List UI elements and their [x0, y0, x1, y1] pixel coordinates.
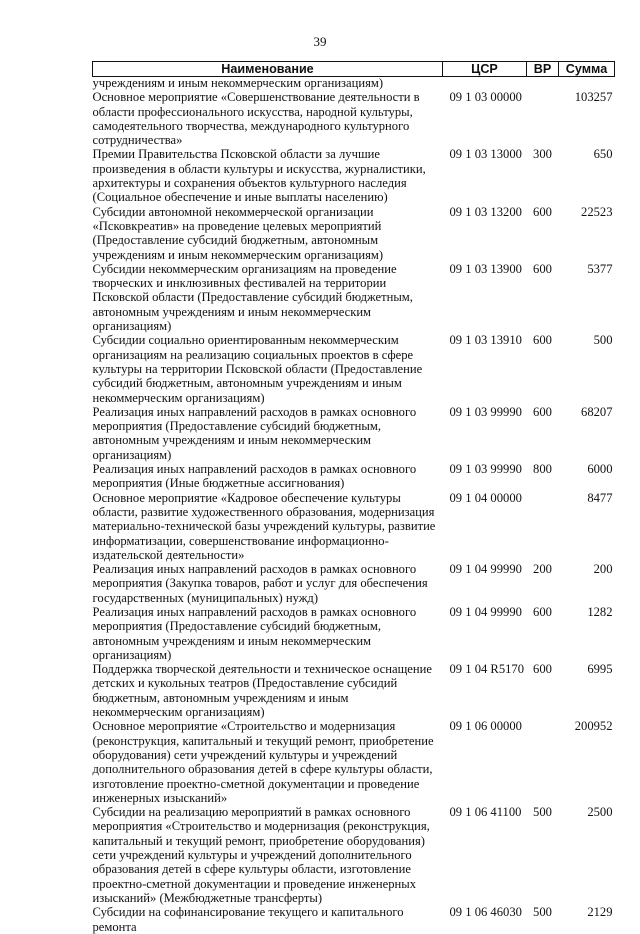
continuation-text: учреждениям и иным некоммерческим организациям) [92, 76, 384, 91]
table-row [93, 205, 615, 262]
continuation-row [93, 77, 615, 91]
row-sum: 8477 [587, 490, 613, 505]
row-name: Реализация иных направлений расходов в рамках основного мероприятия (Предоставление субсидий бюджетным, автономным учреждениям и иным некоммерческим организациям) [92, 604, 417, 662]
row-vr: 600 [533, 333, 552, 348]
row-csr: 09 1 03 13000 [449, 147, 522, 162]
row-name: Поддержка творческой деятельности и техническое оснащение детских и кукольных театров (Предоставление субсидий бюджетным, автономным учреждениям и иным некоммерческим организациям) [92, 662, 432, 720]
row-vr [527, 719, 559, 805]
row-csr: 09 1 03 13900 [449, 261, 522, 276]
row-sum: 68207 [581, 404, 613, 419]
row-csr: 09 1 03 13200 [449, 204, 522, 219]
row-csr: 09 1 06 41100 [449, 805, 522, 820]
row-csr: 09 1 06 46030 [449, 905, 522, 920]
table-row [93, 805, 615, 905]
row-sum: 200952 [574, 719, 613, 734]
row-name: Субсидии некоммерческим организациям на проведение творческих и инклюзивных фестивалей на территории Псковской области (Предоставление субсидий бюджетным, автономным учреждениям и иным некоммерческим организациям) [92, 261, 413, 334]
row-sum: 2129 [587, 905, 613, 920]
row-vr: 600 [533, 604, 552, 619]
header-vr: ВР [527, 62, 559, 77]
row-name: Реализация иных направлений расходов в рамках основного мероприятия (Иные бюджетные ассигнования) [92, 462, 417, 491]
row-csr: 09 1 03 99990 [449, 404, 522, 419]
row-vr: 600 [533, 261, 552, 276]
row-sum: 500 [593, 333, 613, 348]
row-vr: 500 [533, 905, 552, 920]
row-name: Реализация иных направлений расходов в рамках основного мероприятия (Предоставление субсидий бюджетным, автономным учреждениям и иным некоммерческим организациям) [92, 404, 417, 462]
row-sum: 2500 [587, 805, 613, 820]
row-vr: 300 [533, 147, 552, 162]
table-header-row [93, 62, 615, 77]
row-csr: 09 1 04 99990 [449, 604, 522, 619]
header-sum: Сумма [559, 62, 615, 77]
row-csr: 09 1 04 99990 [449, 562, 522, 577]
row-name: Субсидии автономной некоммерческой организации «Псковкреатив» на проведение целевых мероприятий (Предоставление субсидий бюджетным, автономным учреждениям и иным некоммерческим организациям) [92, 204, 384, 262]
row-name: Субсидии на реализацию мероприятий в рамках основного мероприятия «Строительство и модернизация (реконструкция, капитальный и текущий ремонт, приобретение оборудования) сети учреждений культуры и учреждений дополнительного образования детей в сфере культуры области, изготовление проектно-сметной документации и проведение инженерных изысканий» (Межбюджетные трансферты) [92, 805, 430, 905]
row-sum: 103257 [574, 90, 613, 105]
row-vr: 600 [533, 204, 552, 219]
row-vr: 800 [533, 462, 552, 477]
row-vr: 200 [533, 562, 552, 577]
table-row [93, 462, 615, 491]
row-sum: 5377 [587, 261, 613, 276]
row-csr: 09 1 04 R5170 [449, 662, 525, 677]
table-row [93, 333, 615, 404]
row-sum: 1282 [587, 604, 613, 619]
row-name: Основное мероприятие «Совершенствование деятельности в области профессионального искусства, народной культуры, самодеятельного творчества, международного культурного сотрудничества» [92, 90, 420, 148]
table-row [93, 562, 615, 605]
header-name: Наименование [93, 62, 443, 77]
row-csr: 09 1 06 00000 [449, 719, 522, 734]
row-csr: 09 1 03 99990 [449, 462, 522, 477]
table-row [93, 147, 615, 204]
row-vr: 600 [533, 662, 552, 677]
row-sum: 650 [593, 147, 613, 162]
row-vr: 500 [533, 805, 552, 820]
row-vr: 600 [533, 404, 552, 419]
table-row [93, 405, 615, 462]
row-sum: 6995 [587, 662, 613, 677]
table-row [93, 491, 615, 562]
row-name: Субсидии на софинансирование текущего и капитального ремонта [92, 905, 404, 934]
row-sum: 6000 [587, 462, 613, 477]
row-sum: 22523 [581, 204, 613, 219]
row-csr: 09 1 04 00000 [449, 490, 522, 505]
page-number: 39 [313, 34, 327, 49]
row-csr: 09 1 03 00000 [449, 90, 522, 105]
table-row [93, 719, 615, 805]
table-row [93, 662, 615, 719]
table-row [93, 262, 615, 333]
row-sum: 200 [593, 562, 613, 577]
row-csr: 09 1 03 13910 [449, 333, 522, 348]
row-vr [527, 491, 559, 562]
row-name: Премии Правительства Псковской области за лучшие произведения в области культуры и искусства, журналистики, архитектуры и сохранения объектов культурного наследия (Социальное обеспечение и иные выплаты населению) [92, 147, 426, 205]
table-row [93, 605, 615, 662]
budget-table [92, 61, 615, 934]
header-csr: ЦСР [443, 62, 527, 77]
row-name: Субсидии социально ориентированным некоммерческим организациям на реализацию социальных проектов в сфере культуры на территории Псковской области (Предоставление субсидий бюджетным, автономным учреждениям и иным некоммерческим организациям) [92, 333, 423, 405]
table-row [93, 90, 615, 147]
row-name: Основное мероприятие «Кадровое обеспечение культуры области, развитие художественного образования, модернизация материально-технической базы учреждений культуры, развитие информатизации, совершенствование информационно-издательской деятельности» [92, 490, 436, 562]
row-name: Основное мероприятие «Строительство и модернизация (реконструкция, капитальный и текущий ремонт, приобретение оборудования) сети учреждений культуры и учреждений дополнительного образования детей в сфере культуры области, изготовление проектно-сметной документации и проведение инженерных изысканий» [92, 719, 434, 805]
row-vr [527, 90, 559, 147]
table-row [93, 905, 615, 934]
row-name: Реализация иных направлений расходов в рамках основного мероприятия (Закупка товаров, работ и услуг для обеспечения государственных (муниципальных) нужд) [92, 562, 428, 605]
